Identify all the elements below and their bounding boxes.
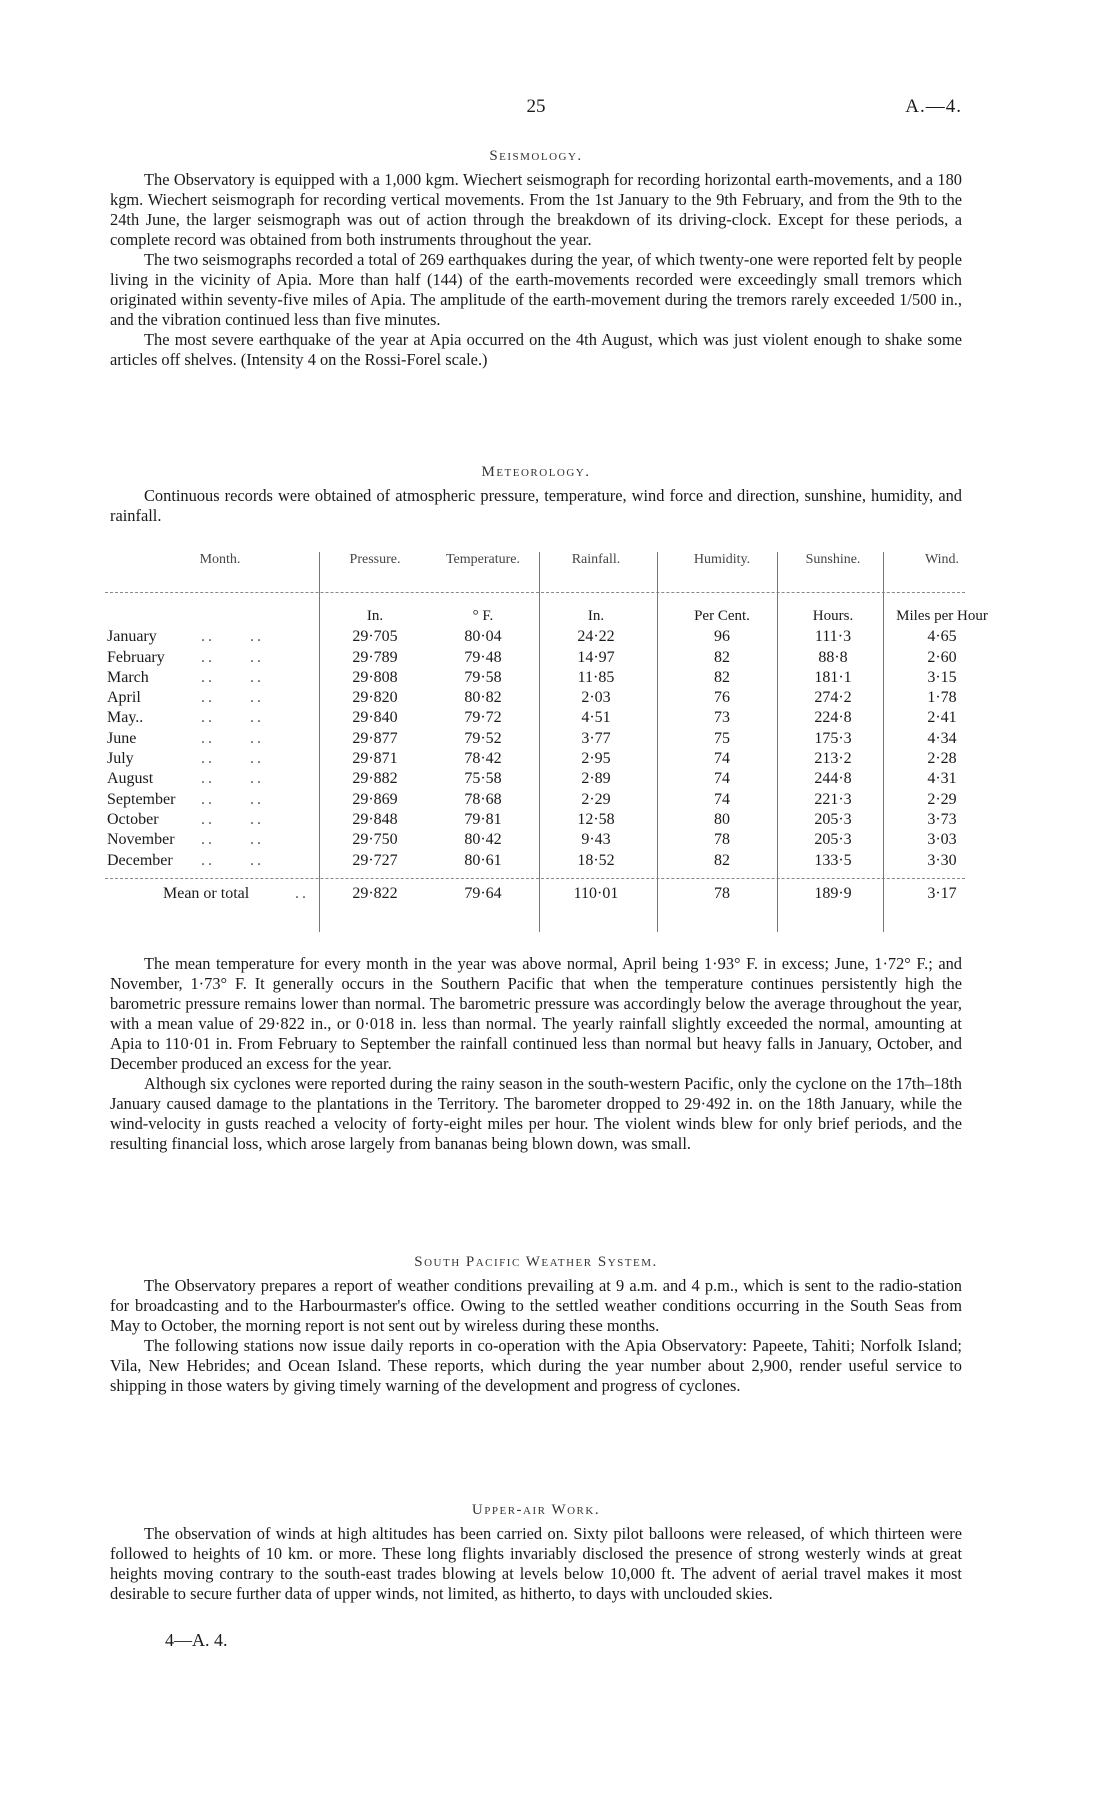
pressure-cell: 29·869 bbox=[352, 790, 398, 808]
leader-dots: .. .. bbox=[201, 689, 264, 707]
mean-temperature: 79·64 bbox=[464, 884, 502, 902]
sunshine-cell: 274·2 bbox=[814, 689, 852, 707]
wind-cell: 3·30 bbox=[927, 851, 957, 869]
leader-dots: .. .. bbox=[201, 729, 264, 747]
sunshine-cell: 224·8 bbox=[814, 709, 852, 727]
wind-cell: 4·34 bbox=[927, 729, 957, 747]
sunshine-cell: 88·8 bbox=[818, 648, 848, 666]
wind-cell: 2·60 bbox=[927, 648, 957, 666]
humidity-cell: 74 bbox=[714, 770, 730, 788]
leader-dots: .. .. bbox=[201, 668, 264, 686]
sunshine-cell: 175·3 bbox=[814, 729, 852, 747]
document-reference: A.—4. bbox=[905, 96, 962, 117]
rainfall-cell: 2·03 bbox=[581, 689, 611, 707]
table-row bbox=[105, 852, 965, 872]
unit-humidity: Per Cent. bbox=[694, 608, 750, 624]
upper-air-heading: Upper-air Work. bbox=[471, 1502, 601, 1518]
month-cell: October bbox=[107, 810, 159, 828]
month-cell: January bbox=[107, 628, 157, 646]
mean-label: Mean or total bbox=[163, 884, 250, 902]
sunshine-cell: 221·3 bbox=[814, 790, 852, 808]
humidity-cell: 80 bbox=[714, 810, 730, 828]
unit-rainfall: In. bbox=[587, 608, 605, 624]
sunshine-cell: 181·1 bbox=[814, 668, 852, 686]
wind-cell: 2·29 bbox=[927, 790, 957, 808]
temperature-cell: 80·61 bbox=[464, 851, 502, 869]
pressure-cell: 29·848 bbox=[352, 810, 398, 828]
column-rule bbox=[777, 552, 778, 932]
mean-rainfall: 110·01 bbox=[573, 884, 619, 902]
seismology-section bbox=[110, 146, 962, 370]
table-mean-row bbox=[105, 885, 965, 909]
upper-air-section bbox=[110, 1500, 962, 1604]
table-row bbox=[105, 649, 965, 669]
humidity-cell: 74 bbox=[714, 790, 730, 808]
pressure-cell: 29·727 bbox=[352, 851, 398, 869]
wind-cell: 4·65 bbox=[927, 628, 957, 646]
temperature-cell: 79·48 bbox=[464, 648, 502, 666]
humidity-cell: 82 bbox=[714, 851, 730, 869]
table-row bbox=[105, 689, 965, 709]
rainfall-cell: 9·43 bbox=[581, 831, 611, 849]
table-row bbox=[105, 811, 965, 831]
header-sunshine: Sunshine. bbox=[805, 552, 861, 567]
column-rule bbox=[657, 552, 658, 932]
sunshine-cell: 205·3 bbox=[814, 810, 852, 828]
humidity-cell: 73 bbox=[714, 709, 730, 727]
table-rule bbox=[105, 592, 965, 593]
temperature-cell: 79·58 bbox=[464, 668, 502, 686]
temperature-cell: 75·58 bbox=[464, 770, 502, 788]
rainfall-cell: 2·89 bbox=[581, 770, 611, 788]
month-cell: September bbox=[107, 790, 176, 808]
unit-temperature: ° F. bbox=[472, 608, 494, 624]
month-cell: August bbox=[107, 770, 154, 788]
wind-cell: 3·03 bbox=[927, 831, 957, 849]
wind-cell: 1·78 bbox=[927, 689, 957, 707]
meteorology-table bbox=[105, 552, 988, 909]
column-rule bbox=[539, 552, 540, 932]
sunshine-cell: 244·8 bbox=[814, 770, 852, 788]
temperature-cell: 79·52 bbox=[464, 729, 502, 747]
leader-dots: .. .. bbox=[201, 648, 264, 666]
humidity-cell: 74 bbox=[714, 750, 730, 768]
month-cell: April bbox=[107, 689, 141, 707]
wind-cell: 3·15 bbox=[927, 668, 957, 686]
seismology-paragraph: The Observatory is equipped with a 1,000 kgm. Wiechert seismograph for recording horizontal earth-movements, and a 180 kgm. Wiechert seismograph for recording vertical movements. From the 1st January to the 9th February, and from the 9th to the 24th June, the larger seismograph was out of action through the breakdown of its driving-clock. Except for these periods, a complete record was obtained from both instruments throughout the year. bbox=[110, 170, 962, 249]
seismology-paragraph: The two seismographs recorded a total of 269 earthquakes during the year, of which twenty-one were reported felt by people living in the vicinity of Apia. More than half (144) of the earth-movements recorded were exceedingly small tremors which originated within seventy-five miles of Apia. The amplitude of the earth-movement during the tremors rarely exceeded 1/500 in., and the vibration continued less than five minutes. bbox=[110, 250, 962, 329]
temperature-cell: 79·81 bbox=[464, 810, 502, 828]
month-cell: March bbox=[107, 668, 149, 686]
header-temperature: Temperature. bbox=[445, 552, 521, 567]
header-rainfall: Rainfall. bbox=[571, 552, 621, 567]
leader-dots: .. .. bbox=[201, 810, 264, 828]
temperature-cell: 80·82 bbox=[464, 689, 502, 707]
seismology-paragraph: The most severe earthquake of the year at Apia occurred on the 4th August, which was just violent enough to shake some articles off shelves. (Intensity 4 on the Rossi-Forel scale.) bbox=[110, 330, 962, 369]
south-pacific-section bbox=[110, 1252, 962, 1396]
unit-pressure: In. bbox=[366, 608, 384, 624]
humidity-cell: 78 bbox=[714, 831, 730, 849]
leader-dots: .. .. bbox=[201, 831, 264, 849]
table-row bbox=[105, 730, 965, 750]
sunshine-cell: 205·3 bbox=[814, 831, 852, 849]
pressure-cell: 29·750 bbox=[352, 831, 398, 849]
temperature-cell: 78·68 bbox=[464, 790, 502, 808]
sunshine-cell: 133·5 bbox=[814, 851, 852, 869]
humidity-cell: 96 bbox=[714, 628, 730, 646]
table-row bbox=[105, 770, 965, 790]
mean-humidity: 78 bbox=[714, 884, 730, 902]
leader-dots: .. .. bbox=[201, 709, 264, 727]
temperature-cell: 78·42 bbox=[464, 750, 502, 768]
page-header bbox=[110, 96, 962, 120]
upper-air-paragraph: The observation of winds at high altitudes has been carried on. Sixty pilot balloons were released, of which thirteen were followed to heights of 10 km. or more. These long flights invariably disclosed the presence of strong westerly winds at great heights moving contrary to the south-east trades blowing at levels below 10,000 ft. The advent of aerial travel makes it most desirable to secure further data of upper winds, not limited, as hitherto, to days with unclouded skies. bbox=[110, 1524, 962, 1603]
rainfall-cell: 2·95 bbox=[581, 750, 611, 768]
humidity-cell: 82 bbox=[714, 648, 730, 666]
month-cell: June bbox=[107, 729, 137, 747]
meteorology-discussion bbox=[110, 954, 962, 1154]
wind-cell: 3·73 bbox=[927, 810, 957, 828]
pressure-cell: 29·877 bbox=[352, 729, 398, 747]
pressure-cell: 29·871 bbox=[352, 750, 398, 768]
wind-cell: 2·28 bbox=[927, 750, 957, 768]
meteorology-heading: Meteorology. bbox=[481, 464, 591, 480]
temperature-cell: 80·42 bbox=[464, 831, 502, 849]
pressure-cell: 29·882 bbox=[352, 770, 398, 788]
mean-wind: 3·17 bbox=[927, 884, 957, 902]
table-row bbox=[105, 709, 965, 729]
temperature-cell: 79·72 bbox=[464, 709, 502, 727]
rainfall-cell: 12·58 bbox=[577, 810, 615, 828]
meteorology-paragraph: The mean temperature for every month in the year was above normal, April being 1·93° F. in excess; June, 1·72° F.; and November, 1·73° F. It generally occurs in the Southern Pacific that when the temperature continues persistently high the barometric pressure remains lower than normal. The barometric pressure was accordingly below the average throughout the year, with a mean value of 29·822 in., or 0·018 in. less than normal. The yearly rainfall slightly exceeded the normal, amounting at Apia to 110·01 in. From February to September the rainfall continued less than normal but heavy falls in January, October, and December produced an excess for the year. bbox=[110, 954, 962, 1073]
month-cell: July bbox=[107, 750, 134, 768]
meteorology-intro: Continuous records were obtained of atmospheric pressure, temperature, wind force and direction, sunshine, humidity, and rainfall. bbox=[110, 486, 962, 525]
leader-dots: .. .. bbox=[201, 628, 264, 646]
sunshine-cell: 213·2 bbox=[814, 750, 852, 768]
table-row bbox=[105, 628, 965, 648]
seismology-heading: Seismology. bbox=[489, 148, 583, 164]
month-cell: May.. bbox=[107, 709, 144, 727]
table-row bbox=[105, 831, 965, 851]
rainfall-cell: 14·97 bbox=[577, 648, 615, 666]
mean-sunshine: 189·9 bbox=[814, 884, 852, 902]
month-cell: December bbox=[107, 851, 173, 869]
south-pacific-paragraph: The following stations now issue daily reports in co-operation with the Apia Observatory: Papeete, Tahiti; Norfolk Island; Vila, New Hebrides; and Ocean Island. These reports, which during the year number about 2,900, render useful service to shipping in those waters by giving timely warning of the development and progress of cyclones. bbox=[110, 1336, 962, 1395]
table-row bbox=[105, 791, 965, 811]
humidity-cell: 75 bbox=[714, 729, 730, 747]
table-header-row bbox=[105, 552, 965, 590]
wind-cell: 2·41 bbox=[927, 709, 957, 727]
leader-dots: .. .. bbox=[201, 750, 264, 768]
header-month: Month. bbox=[199, 552, 241, 567]
pressure-cell: 29·789 bbox=[352, 648, 398, 666]
south-pacific-heading: South Pacific Weather System. bbox=[414, 1254, 658, 1270]
pressure-cell: 29·840 bbox=[352, 709, 398, 727]
header-pressure: Pressure. bbox=[349, 552, 401, 567]
mean-pressure: 29·822 bbox=[352, 884, 398, 902]
header-wind: Wind. bbox=[924, 552, 960, 567]
table-units-row bbox=[105, 608, 988, 628]
pressure-cell: 29·820 bbox=[352, 689, 398, 707]
table-row bbox=[105, 669, 965, 689]
leader-dots: .. bbox=[295, 884, 309, 902]
rainfall-cell: 24·22 bbox=[577, 628, 615, 646]
rainfall-cell: 11·85 bbox=[577, 668, 615, 686]
unit-sunshine: Hours. bbox=[812, 608, 854, 624]
south-pacific-paragraph: The Observatory prepares a report of weather conditions prevailing at 9 a.m. and 4 p.m., which is sent to the radio-station for broadcasting and to the Harbourmaster's office. Owing to the settled weather conditions occurring in the South Seas from May to October, the morning report is not sent out by wireless during these months. bbox=[110, 1276, 962, 1335]
rainfall-cell: 4·51 bbox=[581, 709, 611, 727]
rainfall-cell: 18·52 bbox=[577, 851, 615, 869]
leader-dots: .. .. bbox=[201, 851, 264, 869]
column-rule bbox=[883, 552, 884, 932]
pressure-cell: 29·705 bbox=[352, 628, 398, 646]
humidity-cell: 82 bbox=[714, 668, 730, 686]
sunshine-cell: 111·3 bbox=[814, 628, 852, 646]
humidity-cell: 76 bbox=[714, 689, 730, 707]
signature-mark: 4—A. 4. bbox=[165, 1630, 228, 1650]
column-rule bbox=[319, 552, 320, 932]
meteorology-section bbox=[110, 462, 962, 526]
table-rule bbox=[105, 878, 965, 879]
unit-wind: Miles per Hour bbox=[896, 608, 988, 624]
header-humidity: Humidity. bbox=[693, 552, 751, 567]
leader-dots: .. .. bbox=[201, 770, 264, 788]
pressure-cell: 29·808 bbox=[352, 668, 398, 686]
page-number: 25 bbox=[526, 96, 546, 117]
temperature-cell: 80·04 bbox=[464, 628, 502, 646]
meteorology-paragraph: Although six cyclones were reported during the rainy season in the south-western Pacific, only the cyclone on the 17th–18th January caused damage to the plantations in the Territory. The barometer dropped to 29·492 in. on the 18th January, while the wind-velocity in gusts reached a velocity of forty-eight miles per hour. The violent winds blew for only brief periods, and the resulting financial loss, which arose largely from bananas being blown down, was small. bbox=[110, 1074, 962, 1153]
month-cell: November bbox=[107, 831, 175, 849]
table-row bbox=[105, 750, 965, 770]
leader-dots: .. .. bbox=[201, 790, 264, 808]
month-cell: February bbox=[107, 648, 165, 666]
rainfall-cell: 3·77 bbox=[581, 729, 611, 747]
wind-cell: 4·31 bbox=[927, 770, 957, 788]
rainfall-cell: 2·29 bbox=[581, 790, 611, 808]
